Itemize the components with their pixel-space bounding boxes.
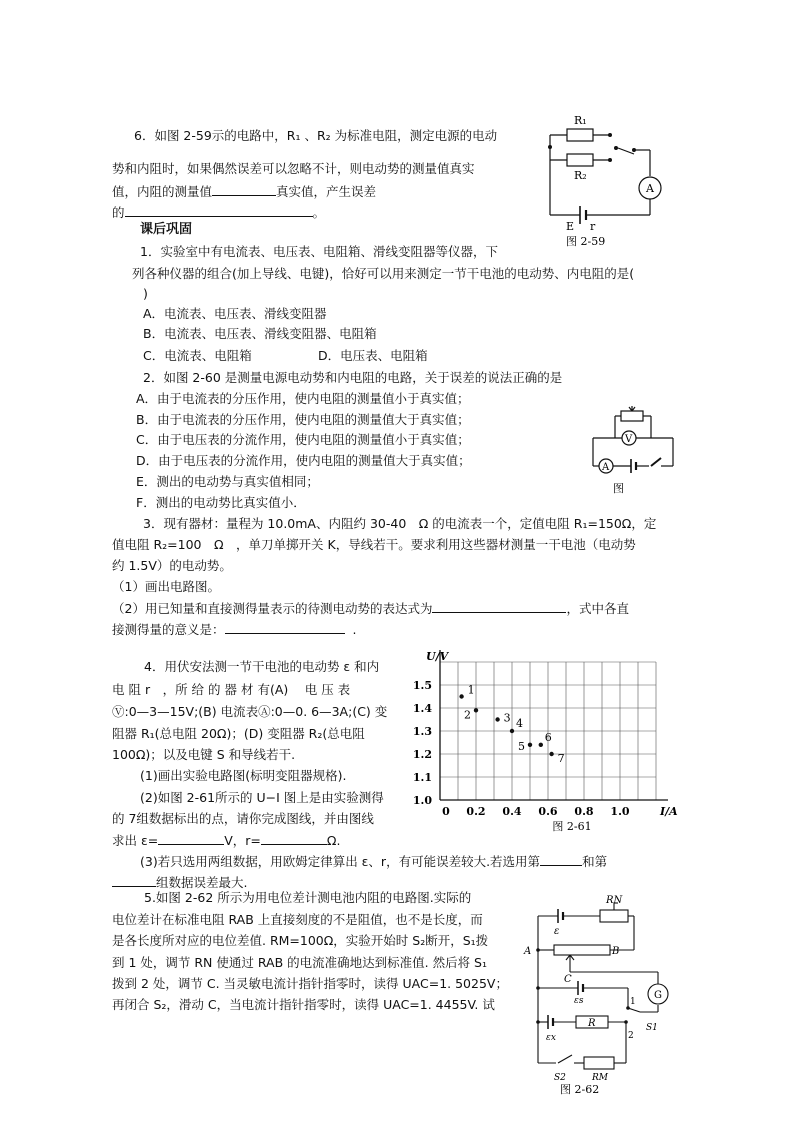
fig62-ex-label: εx — [546, 1033, 556, 1043]
p3-sub2-cont — [112, 621, 357, 638]
data-point — [528, 743, 532, 747]
fig62-c-label: C — [564, 974, 572, 985]
fig62-eps-label: ε — [554, 926, 560, 937]
p3-sub2-text-d: . — [352, 622, 357, 637]
p5-line1: 5.如图 2-62 所示为用电位差计测电池内阻的电路图.实际的 — [144, 890, 472, 905]
p4-sub2b: 的 7组数据标出的点，请你完成图线，并由图线 — [112, 811, 374, 826]
fig62-contact1-label: 1 — [630, 997, 636, 1007]
p3-sub2-text-b: ，式中各直 — [566, 601, 629, 616]
q6-line4 — [112, 204, 325, 221]
x-tick-label: 0 — [442, 805, 450, 818]
fig62-galvanometer-label: G — [654, 990, 662, 1001]
fig60-caption: 图 — [613, 482, 624, 495]
p4-sub3 — [140, 853, 607, 870]
q6-line3-text-a: 值，内阻的测量值 — [112, 184, 213, 199]
p4-line1: 4．用伏安法测一节干电池的电动势 ε 和内 — [144, 659, 380, 674]
fig62-es-label: εs — [574, 996, 584, 1006]
p2-option-c[interactable]: C．由于电压表的分流作用，使内电阻的测量值小于真实值； — [136, 432, 470, 447]
p3-blank-expression[interactable] — [432, 600, 566, 613]
x-tick-label: 1.0 — [610, 805, 630, 818]
x-tick-label: 0.8 — [574, 805, 594, 818]
data-point — [549, 752, 553, 756]
p4-sub1: (1)画出实验电路图(标明变阻器规格). — [140, 768, 347, 783]
y-tick-label: 1.0 — [412, 794, 432, 807]
p4-blank-group1[interactable] — [540, 853, 582, 866]
data-point — [510, 729, 514, 733]
q6-blank-resistance[interactable] — [212, 183, 276, 196]
data-point-label: 3 — [503, 711, 511, 725]
p3-sub1: （1）画出电路图。 — [112, 579, 220, 594]
p4-sub3-text-c: 组数据误差最大. — [156, 875, 248, 890]
p4-line2: 电 阻 r ，所 给 的 器 材 有(A) 电 压 表 — [112, 682, 351, 697]
figure-2-60 — [585, 398, 685, 496]
data-point — [539, 743, 543, 747]
p4-blank-r[interactable] — [261, 832, 327, 845]
x-tick-label: 0.2 — [466, 805, 486, 818]
chart-caption: 图 2-61 — [552, 820, 592, 833]
p3-line2: 值电阻 R₂=100 Ω ，单刀单掷开关 K，导线若干。要求利用这些器材测量一干电池（电动势 — [112, 537, 636, 552]
p2-option-e[interactable]: E．测出的电动势与真实值相同； — [136, 474, 319, 489]
q6-line4-text-b: 。 — [312, 205, 326, 220]
data-point-label: 2 — [464, 708, 471, 722]
fig62-s1-label: S1 — [646, 1023, 658, 1033]
fig59-e-label: E — [566, 220, 575, 233]
fig62-rm-label: RM — [592, 1073, 608, 1083]
p4-blank-group2[interactable] — [112, 874, 156, 887]
p4-sub3-text-b: 和第 — [582, 854, 608, 869]
fig60-ammeter-label: A — [602, 462, 610, 473]
fig59-caption: 图 2-59 — [566, 235, 606, 248]
x-tick-label: 0.6 — [538, 805, 558, 818]
p4-blank-epsilon[interactable] — [158, 832, 224, 845]
fig62-r-label: R — [588, 1018, 596, 1029]
q6-line1: 6．如图 2-59示的电路中，R₁ 、R₂ 为标准电阻，测定电源的电动 — [134, 128, 498, 143]
q6-line3-text-b: 真实值，产生误差 — [276, 184, 377, 199]
data-point-label: 6 — [544, 730, 552, 744]
y-tick-label: 1.1 — [412, 771, 432, 784]
p4-sub2c — [112, 832, 340, 849]
fig59-r1-label: R₁ — [574, 114, 587, 127]
fig62-contact2-label: 2 — [628, 1031, 634, 1041]
data-point-label: 4 — [516, 717, 523, 730]
fig62-b-label: B — [612, 946, 620, 957]
figure-2-62 — [508, 888, 688, 1096]
p1-option-c[interactable]: C．电流表、电阻箱 — [143, 348, 252, 363]
p4-r-text: V，r= — [224, 833, 261, 848]
p3-blank-meaning[interactable] — [225, 621, 345, 634]
q6-line3 — [112, 183, 376, 200]
fig62-a-label: A — [524, 946, 532, 957]
figure-2-59 — [540, 110, 670, 250]
fig60-voltmeter-label: V — [625, 434, 633, 445]
p4-ohm-text: Ω. — [326, 833, 341, 848]
y-tick-label: 1.5 — [412, 679, 432, 692]
p4-sub3-text-a: (3)若只选用两组数据，用欧姆定律算出 ε、r，有可能误差较大.若选用第 — [140, 854, 541, 869]
p1-line2: 列各种仪器的组合(加上导线、电键)，恰好可以用来测定一节干电池的电动势、内电阻的是( — [132, 266, 635, 281]
fig59-r-label: r — [590, 220, 596, 233]
p1-line1: 1．实验室中有电流表、电压表、电阻箱、滑线变阻器等仪器，下 — [140, 244, 498, 259]
p4-line5: 100Ω)；以及电键 S 和导线若干. — [112, 747, 296, 762]
p4-sub2a: (2)如图 2-61所示的 U−I 图上是由实验测得 — [140, 790, 384, 805]
fig59-ammeter-label: A — [646, 182, 654, 195]
y-tick-label: 1.4 — [412, 702, 432, 715]
x-tick-label: 0.4 — [502, 805, 522, 818]
x-axis-label: I/A — [660, 805, 678, 818]
p3-sub2-text-a: （2）用已知量和直接测得量表示的待测电动势的表达式为 — [112, 601, 433, 616]
y-tick-label: 1.3 — [412, 725, 432, 738]
p3-line1: 3．现有器材：量程为 10.0mA、内阻约 30-40 Ω 的电流表一个，定值电阻 R₁=150Ω，定 — [143, 516, 657, 531]
section-title: 课后巩固 — [140, 222, 193, 237]
p1-option-a[interactable]: A．电流表、电压表、滑线变阻器 — [143, 306, 327, 321]
p1-option-b[interactable]: B．电流表、电压表、滑线变阻器、电阻箱 — [143, 326, 377, 341]
p2-option-a[interactable]: A．由于电流表的分压作用，使内电阻的测量值小于真实值； — [136, 391, 470, 406]
data-point-label: 7 — [557, 752, 565, 765]
fig62-caption: 图 2-62 — [560, 1083, 600, 1096]
q6-line2: 势和内阻时，如果偶然误差可以忽略不计，则电动势的测量值真实 — [112, 161, 475, 176]
p1-option-d[interactable]: D．电压表、电阻箱 — [318, 348, 428, 363]
fig62-rn-label: RN — [606, 895, 623, 906]
p2-option-d[interactable]: D．由于电压表的分流作用，使内电阻的测量值大于真实值； — [136, 453, 471, 468]
p3-sub2-text-c: 接测得量的意义是： — [112, 622, 225, 637]
fig59-r2-label: R₂ — [574, 169, 587, 182]
p4-epsilon-text: 求出 ε= — [112, 833, 159, 848]
data-point — [495, 717, 499, 721]
p1-line3: ) — [143, 286, 148, 301]
p4-line4: 阻器 R₁(总电阻 20Ω)；(D) 变阻器 R₂(总电阻 — [112, 726, 365, 741]
p5-line4: 到 1 处，调节 RN 使通过 RAB 的电流准确地达到标准值. 然后将 S₁ — [112, 955, 488, 970]
p5-line6: 再闭合 S₂，滑动 C，当电流计指针指零时，读得 UAC=1. 4455V. 试 — [112, 997, 495, 1012]
figure-2-61-chart — [400, 650, 690, 835]
data-point-label: 1 — [467, 683, 475, 697]
y-tick-label: 1.2 — [412, 748, 432, 761]
p5-line5: 拨到 2 处，调节 C. 当灵敏电流计指针指零时，读得 UAC=1. 5025V； — [112, 976, 508, 991]
p2-option-f[interactable]: F．测出的电动势比真实值小． — [136, 495, 306, 510]
p2-stem: 2．如图 2-60 是测量电源电动势和内电阻的电路，关于误差的说法正确的是 — [143, 370, 563, 385]
p4-sub3-cont — [112, 874, 247, 891]
data-point — [474, 708, 478, 712]
p5-line3: 是各长度所对应的电位差值. RM=100Ω，实验开始时 S₂断开，S₁拨 — [112, 933, 489, 948]
data-point-label: 5 — [518, 739, 525, 753]
p4-line3: Ⓥ:0—3—15V;(B) 电流表Ⓐ:0—0. 6—3A;(C) 变 — [112, 704, 388, 719]
data-point — [459, 694, 463, 698]
p3-line3: 约 1.5V）的电动势。 — [112, 558, 232, 573]
q6-blank-reason[interactable] — [125, 204, 313, 217]
q6-line4-text-a: 的 — [112, 205, 125, 220]
p2-option-b[interactable]: B．由于电流表的分压作用，使内电阻的测量值大于真实值； — [136, 412, 470, 427]
p3-sub2 — [112, 600, 629, 617]
p5-line2: 电位差计在标准电阻 RAB 上直接刻度的不是阻值，也不是长度，而 — [112, 912, 483, 927]
fig62-s2-label: S2 — [554, 1073, 566, 1083]
y-axis-label: U/V — [426, 650, 449, 663]
